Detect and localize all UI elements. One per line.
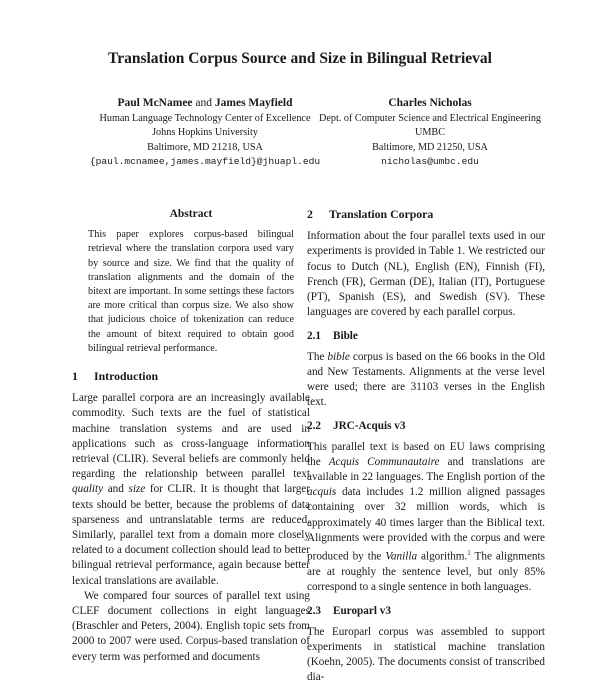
affiliation: Johns Hopkins University — [152, 127, 258, 139]
author-names — [70, 96, 340, 111]
section-title: Translation Corpora — [329, 207, 434, 221]
author-name: Charles Nicholas — [388, 97, 472, 109]
paragraph: The bible corpus is based on the 66 books in the Old and New Testaments. Alignments at the verse level were used; there are 31103 verses in the English text. — [307, 350, 545, 409]
author-conjunction: and — [195, 97, 213, 109]
paragraph: This parallel text is based on EU laws comprising the Acquis Communautaire and translations are available in 22 languages. The English portion of the acquis data includes 1.2 million aligned passages containing over 32 million words, which is approximately 40 times larger than the Biblical text. Alignments were provided with the corpus and were produced by the Vanilla algorithm.$^1$ The alignments are at roughly the sentence level, but only 85% correspond to a single sentence in both languages. — [307, 440, 545, 594]
email: nicholas@umbc.edu — [381, 156, 479, 168]
abstract-heading: Abstract — [169, 208, 213, 220]
right-column — [307, 207, 545, 685]
address: Baltimore, MD 21218, USA — [147, 141, 263, 153]
author-block-left — [70, 96, 340, 170]
abstract-text: This paper explores corpus-based bilingual retrieval where the translation corpora used vary by source and size. We find that the quality of translation alignments and the domain of the bitext are important. In some settings these factors are more critical than corpus size. We also show that judicious choice of tokenization can reduce the amount of bitext required to obtain good bilingual retrieval performance. — [88, 229, 294, 354]
section-title: Introduction — [94, 369, 159, 384]
section-number: 1 — [72, 369, 78, 384]
section-number: 2 — [307, 207, 313, 221]
address: Baltimore, MD 21250, USA — [372, 141, 488, 153]
section-heading-translation-corpora — [307, 207, 545, 222]
subsection-heading-bible: 2.1 Bible — [307, 330, 358, 343]
paragraph: We compared four sources of parallel text using CLEF document collections in eight languages (Braschler and Peters, 2004). English topic sets from 2000 to 2007 were used. Corpus-based translation of every term was performed and documents — [72, 589, 310, 663]
author-name: Paul McNamee — [117, 97, 193, 109]
section-heading-introduction — [72, 369, 310, 384]
paragraph: The Europarl corpus was assembled to support experiments in statistical machine translation (Koehn, 2005). The documents consist of transcribed dia- — [307, 625, 545, 684]
email: {paul.mcnamee,james.mayfield}@jhuapl.edu — [89, 156, 321, 168]
left-column — [72, 207, 310, 665]
affiliation: UMBC — [414, 127, 445, 139]
affiliation: Dept. of Computer Science and Electrical Engineering — [318, 112, 542, 124]
paper-title: Translation Corpus Source and Size in Bilingual Retrieval — [108, 50, 492, 67]
subsection-heading-europarl: 2.3 Europarl v3 — [307, 605, 391, 618]
paragraph: Information about the four parallel texts used in our experiments is provided in Table 1. We restricted our focus to Dutch (NL), English (EN), Finnish (FI), French (FR), German (DE), Italian (IT), Portuguese (PT), Spanish (ES), and Swedish (SV). These languages are covered by each parallel corpus. — [307, 230, 545, 319]
affiliation: Human Language Technology Center of Excellence — [99, 112, 311, 124]
author-block-right — [315, 96, 545, 170]
paragraph: Large parallel corpora are an increasingly available commodity. Such texts are the fuel of statistical machine translation systems and are used in applications such as cross-language information retrieval (CLIR). Several beliefs are commonly held regarding the relationship between parallel text quality and size for CLIR. It is thought that larger texts should be better, because the problems of data sparseness and untranslatable terms are reduced. Similarly, parallel text from a domain more closely related to a document collection should lead to better bilingual retrieval performance, again because better lexical translations are available. — [72, 392, 311, 587]
author-name: James Mayfield — [214, 97, 293, 109]
subsection-heading-jrc-acquis: 2.2 JRC-Acquis v3 — [307, 420, 406, 433]
footnote-marker: 1 — [467, 549, 471, 558]
